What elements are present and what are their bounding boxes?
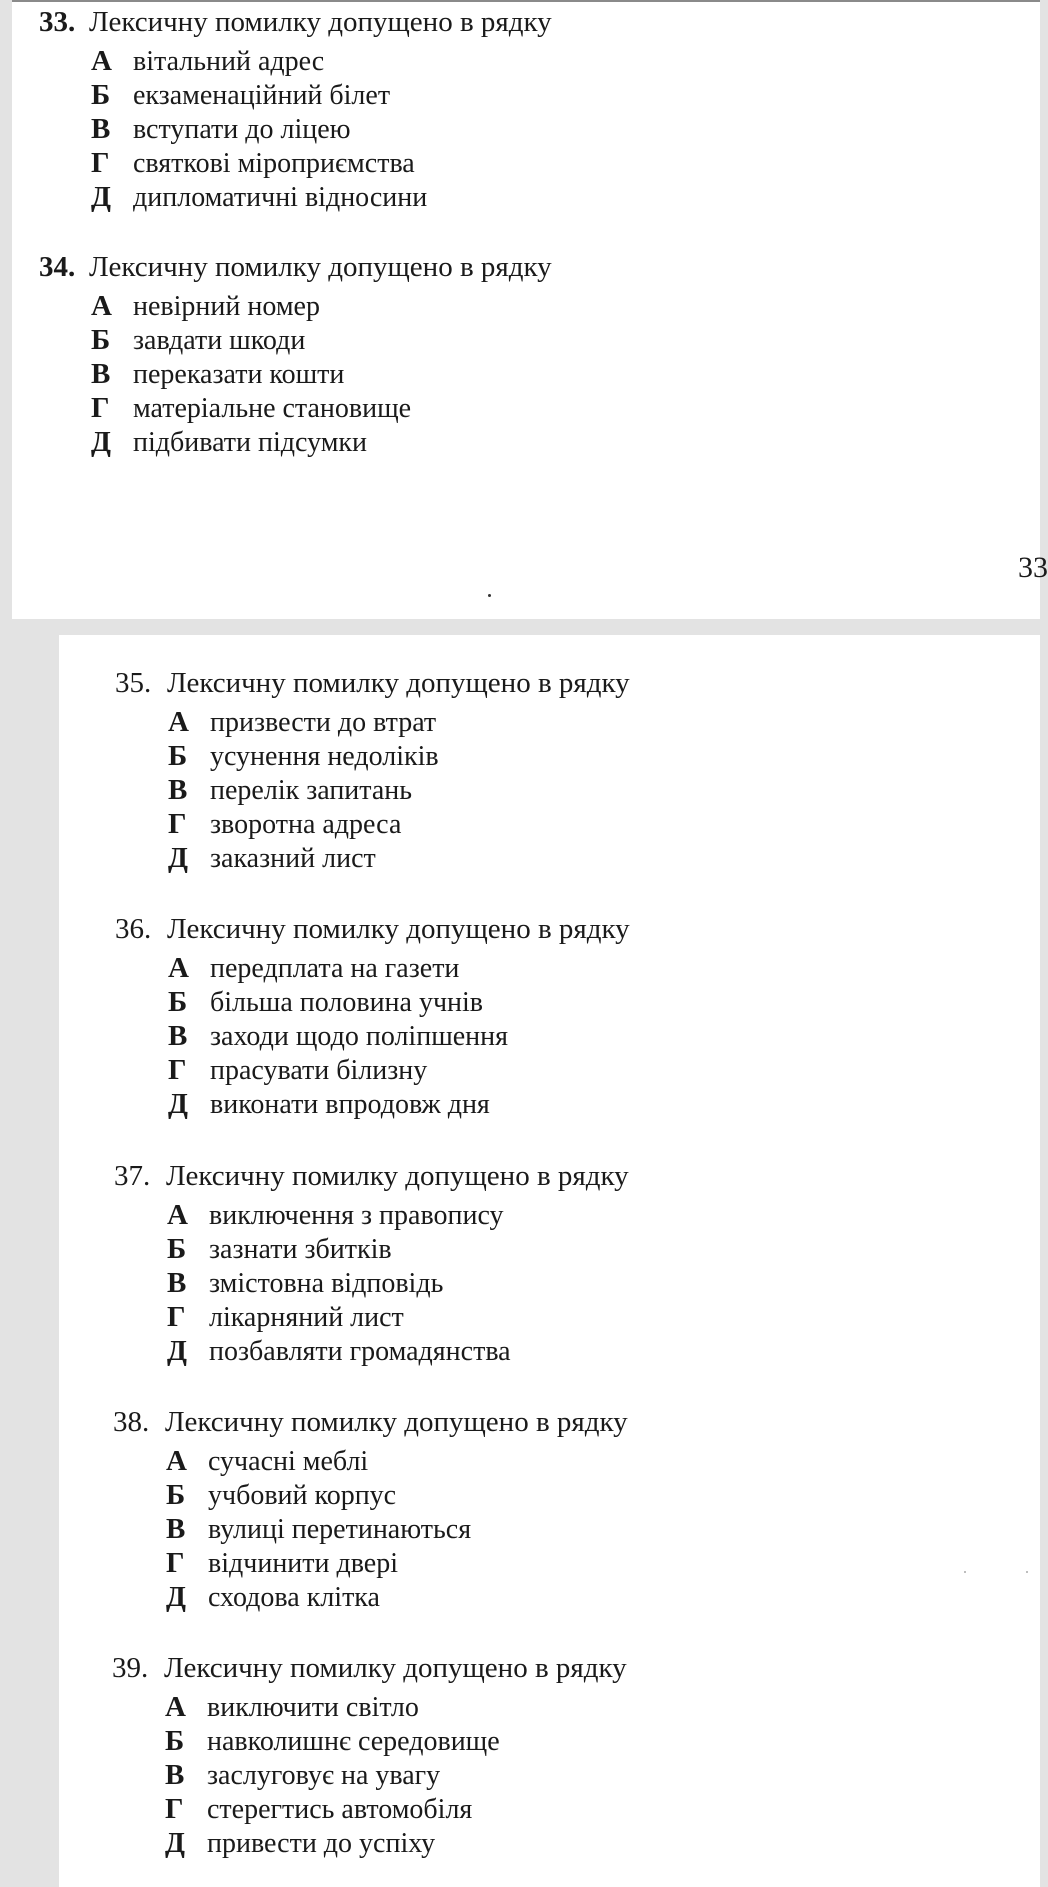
option-text: заказний лист bbox=[210, 843, 376, 874]
answer-option-h bbox=[168, 807, 935, 841]
answer-options bbox=[39, 289, 859, 459]
answer-option-b bbox=[168, 739, 935, 773]
option-text: підбивати підсумки bbox=[133, 427, 368, 458]
question-33 bbox=[39, 4, 859, 214]
option-letter: Д bbox=[167, 1335, 187, 1367]
answer-option-v bbox=[168, 1019, 935, 1053]
option-letter: В bbox=[168, 774, 188, 806]
question-stem bbox=[114, 1158, 934, 1194]
option-letter: Д bbox=[91, 426, 111, 458]
option-text: зазнати збитків bbox=[209, 1234, 392, 1265]
answer-options bbox=[115, 951, 935, 1121]
answer-option-v bbox=[165, 1758, 932, 1792]
option-letter: В bbox=[167, 1267, 187, 1299]
question-stem bbox=[115, 665, 935, 701]
option-letter: А bbox=[91, 45, 112, 77]
option-text: вступати до ліцею bbox=[133, 114, 351, 145]
option-text: завдати шкоди bbox=[133, 325, 306, 356]
option-text: більша половина учнів bbox=[210, 987, 484, 1018]
scan-speck bbox=[488, 594, 491, 597]
question-text: Лексичну помилку допущено в рядку bbox=[167, 667, 630, 699]
answer-options bbox=[114, 1198, 934, 1368]
answer-option-v bbox=[168, 773, 935, 807]
option-letter: А bbox=[168, 706, 189, 738]
option-text: змістовна відповідь bbox=[209, 1268, 444, 1299]
answer-option-b bbox=[91, 78, 859, 112]
option-text: виключити світло bbox=[207, 1692, 419, 1723]
answer-option-v bbox=[91, 357, 859, 391]
question-number: 36. bbox=[115, 913, 152, 945]
top-page bbox=[12, 0, 1048, 619]
answer-option-v bbox=[91, 112, 859, 146]
option-letter: Д bbox=[168, 842, 188, 874]
option-letter: Д bbox=[166, 1581, 186, 1613]
answer-option-b bbox=[166, 1478, 933, 1512]
option-text: переказати кошти bbox=[133, 359, 345, 390]
question-39 bbox=[112, 1650, 932, 1860]
answer-option-h bbox=[91, 391, 859, 425]
option-text: передплата на газети bbox=[210, 953, 460, 984]
option-text: сучасні меблі bbox=[208, 1446, 369, 1477]
question-number: 37. bbox=[114, 1160, 151, 1192]
answer-option-a bbox=[168, 705, 935, 739]
option-text: матеріальне становище bbox=[133, 393, 412, 424]
option-text: дипломатичні відносини bbox=[133, 182, 428, 213]
option-letter: А bbox=[165, 1691, 186, 1723]
option-letter: А bbox=[167, 1199, 188, 1231]
option-text: святкові міроприємства bbox=[133, 148, 415, 179]
question-text: Лексичну помилку допущено в рядку bbox=[165, 1406, 628, 1438]
answer-option-a bbox=[91, 289, 859, 323]
answer-option-d bbox=[166, 1580, 933, 1614]
question-stem bbox=[39, 4, 859, 40]
question-text: Лексичну помилку допущено в рядку bbox=[167, 913, 630, 945]
answer-option-d bbox=[168, 841, 935, 875]
scan-speck bbox=[964, 1571, 966, 1573]
question-text: Лексичну помилку допущено в рядку bbox=[89, 6, 552, 38]
answer-option-h bbox=[166, 1546, 933, 1580]
option-text: вулиці перетинаються bbox=[208, 1514, 472, 1545]
option-text: учбовий корпус bbox=[208, 1480, 397, 1511]
option-letter: Д bbox=[91, 181, 111, 213]
answer-options bbox=[39, 44, 859, 214]
question-stem bbox=[115, 911, 935, 947]
question-text: Лексичну помилку допущено в рядку bbox=[164, 1652, 627, 1684]
option-letter: А bbox=[168, 952, 189, 984]
question-38 bbox=[113, 1404, 933, 1614]
option-letter: Б bbox=[165, 1725, 185, 1757]
scan-speck bbox=[1026, 1571, 1028, 1573]
option-text: лікарняний лист bbox=[209, 1302, 404, 1333]
option-text: зворотна адреса bbox=[210, 809, 402, 840]
answer-option-v bbox=[167, 1266, 934, 1300]
option-letter: Г bbox=[166, 1547, 185, 1579]
answer-option-v bbox=[166, 1512, 933, 1546]
option-letter: В bbox=[168, 1020, 188, 1052]
question-number: 34. bbox=[39, 251, 76, 283]
option-letter: В bbox=[165, 1759, 185, 1791]
answer-option-d bbox=[167, 1334, 934, 1368]
option-text: виконати впродовж дня bbox=[210, 1089, 490, 1120]
answer-option-a bbox=[167, 1198, 934, 1232]
option-letter: Б bbox=[168, 986, 188, 1018]
answer-option-h bbox=[91, 146, 859, 180]
question-number: 33. bbox=[39, 6, 76, 38]
option-letter: Г bbox=[168, 808, 187, 840]
option-text: навколишнє середовище bbox=[207, 1726, 500, 1757]
option-text: усунення недоліків bbox=[210, 741, 439, 772]
option-letter: Б bbox=[168, 740, 188, 772]
option-letter: Б bbox=[167, 1233, 187, 1265]
answer-option-d bbox=[91, 425, 859, 459]
option-letter: Д bbox=[168, 1088, 188, 1120]
option-text: призвести до втрат bbox=[210, 707, 437, 738]
question-stem bbox=[39, 249, 859, 285]
answer-option-a bbox=[91, 44, 859, 78]
option-text: виключення з правопису bbox=[209, 1200, 504, 1231]
question-text: Лексичну помилку допущено в рядку bbox=[166, 1160, 629, 1192]
answer-option-b bbox=[91, 323, 859, 357]
answer-option-d bbox=[91, 180, 859, 214]
answer-option-b bbox=[165, 1724, 932, 1758]
question-number: 35. bbox=[115, 667, 152, 699]
page-number: 33 bbox=[1018, 551, 1048, 584]
question-stem bbox=[113, 1404, 933, 1440]
answer-option-b bbox=[167, 1232, 934, 1266]
option-text: стерегтись автомобіля bbox=[207, 1794, 473, 1825]
option-text: прасувати білизну bbox=[210, 1055, 428, 1086]
option-letter: Г bbox=[91, 392, 110, 424]
option-text: відчинити двері bbox=[208, 1548, 399, 1579]
answer-option-a bbox=[165, 1690, 932, 1724]
question-34 bbox=[39, 249, 859, 459]
option-text: заслуговує на увагу bbox=[207, 1760, 441, 1791]
option-text: перелік запитань bbox=[210, 775, 413, 806]
option-letter: Г bbox=[91, 147, 110, 179]
option-letter: В bbox=[166, 1513, 186, 1545]
option-text: привести до успіху bbox=[207, 1828, 436, 1859]
question-37 bbox=[114, 1158, 934, 1368]
answer-option-b bbox=[168, 985, 935, 1019]
answer-option-a bbox=[166, 1444, 933, 1478]
answer-options bbox=[113, 1444, 933, 1614]
option-text: невірний номер bbox=[133, 291, 320, 322]
answer-option-d bbox=[165, 1826, 932, 1860]
option-text: вітальний адрес bbox=[133, 46, 325, 77]
option-text: заходи щодо поліпшення bbox=[210, 1021, 509, 1052]
option-letter: А bbox=[91, 290, 112, 322]
bottom-page bbox=[59, 635, 1040, 1887]
question-stem bbox=[112, 1650, 932, 1686]
answer-options bbox=[112, 1690, 932, 1860]
option-letter: Б bbox=[166, 1479, 186, 1511]
option-letter: Б bbox=[91, 79, 111, 111]
question-35 bbox=[115, 665, 935, 875]
answer-option-a bbox=[168, 951, 935, 985]
option-letter: Д bbox=[165, 1827, 185, 1859]
question-text: Лексичну помилку допущено в рядку bbox=[89, 251, 552, 283]
option-letter: Б bbox=[91, 324, 111, 356]
option-text: сходова клітка bbox=[208, 1582, 380, 1613]
option-text: екзаменаційний білет bbox=[133, 80, 391, 111]
option-text: позбавляти громадянства bbox=[209, 1336, 511, 1367]
option-letter: Г bbox=[168, 1054, 187, 1086]
answer-options bbox=[115, 705, 935, 875]
question-number: 39. bbox=[112, 1652, 149, 1684]
option-letter: Г bbox=[165, 1793, 184, 1825]
answer-option-h bbox=[165, 1792, 932, 1826]
option-letter: А bbox=[166, 1445, 187, 1477]
answer-option-d bbox=[168, 1087, 935, 1121]
option-letter: В bbox=[91, 358, 111, 390]
answer-option-h bbox=[168, 1053, 935, 1087]
option-letter: Г bbox=[167, 1301, 186, 1333]
answer-option-h bbox=[167, 1300, 934, 1334]
question-number: 38. bbox=[113, 1406, 150, 1438]
question-36 bbox=[115, 911, 935, 1121]
option-letter: В bbox=[91, 113, 111, 145]
